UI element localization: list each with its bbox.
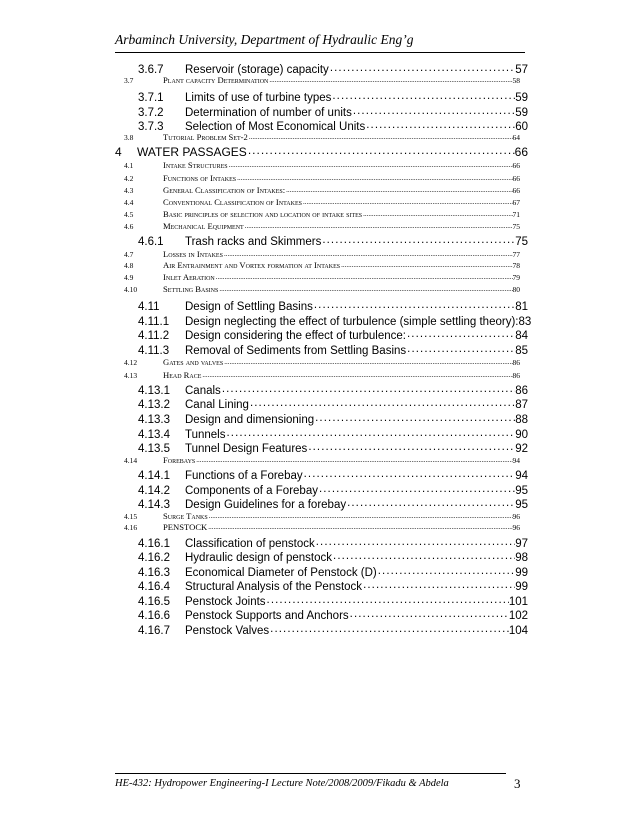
toc-leader-dots	[331, 87, 515, 101]
toc-entry-title: Tunnel Design Features	[185, 443, 308, 455]
toc-leader-dots	[285, 183, 512, 193]
toc-entry-page: 66	[514, 145, 528, 159]
toc-entry-title: Hydraulic design of penstock	[185, 552, 333, 564]
toc-entry-number: 3.8	[124, 133, 134, 142]
toc-entry-title: Air Entrainment and Vortex formation at Intakes	[163, 260, 341, 270]
toc-entry	[0, 368, 638, 380]
toc-entry	[0, 171, 638, 183]
toc-entry-number: 4.14.3	[138, 499, 170, 511]
toc-entry-page: 79	[512, 273, 520, 282]
toc-entry	[0, 183, 638, 195]
toc-entry-page: 95	[515, 499, 528, 511]
toc-entry-page: 88	[515, 414, 528, 426]
toc-entry-title: Surge Tanks	[163, 511, 208, 521]
toc-entry-number: 4.16.6	[138, 610, 170, 622]
toc-entry-title: Selection of Most Economical Units	[185, 121, 366, 133]
toc-entry-page: 94	[515, 470, 528, 482]
toc-leader-dots	[307, 438, 515, 452]
toc-entry-title: Tutorial Problem Set-2	[163, 132, 248, 142]
toc-leader-dots	[247, 142, 515, 156]
toc-entry-page: 59	[515, 92, 528, 104]
toc-leader-dots	[226, 424, 516, 438]
toc-entry	[0, 520, 638, 532]
toc-entry-title: Trash racks and Skimmers	[185, 236, 322, 248]
toc-entry-title: Classification of penstock	[185, 538, 315, 550]
toc-entry-number: 4.15	[124, 512, 138, 521]
toc-entry-title: WATER PASSAGES	[137, 145, 247, 159]
toc-entry	[0, 158, 638, 170]
toc-leader-dots	[207, 520, 512, 530]
toc-entry-number: 4.5	[124, 210, 134, 219]
toc-entry	[0, 453, 638, 465]
toc-entry-title: Economical Diameter of Penstock (D)	[185, 567, 377, 579]
toc-entry-number: 4.16.3	[138, 567, 170, 579]
toc-entry-number: 4.13.3	[138, 414, 170, 426]
toc-entry	[0, 620, 638, 637]
toc-entry-page: 96	[512, 523, 520, 532]
toc-entry-number: 4	[115, 145, 122, 159]
toc-entry-page: 57	[515, 64, 528, 76]
toc-leader-dots	[201, 368, 512, 378]
toc-entry-title: Design and dimensioning	[185, 414, 315, 426]
toc-entry	[0, 73, 638, 85]
toc-entry-page: 58	[512, 76, 520, 85]
page-number: 3	[514, 776, 521, 791]
toc-entry-title: Determination of number of units	[185, 107, 352, 119]
toc-leader-dots	[302, 195, 513, 205]
toc-entry-page: 64	[512, 133, 520, 142]
toc-entry-page: 81	[515, 301, 528, 313]
toc-leader-dots	[332, 547, 515, 561]
toc-entry-title: Penstock Supports and Anchors	[185, 610, 349, 622]
toc-entry-page: 80	[512, 285, 520, 294]
toc-entry-title: Penstock Joints	[185, 596, 266, 608]
toc-leader-dots	[266, 591, 509, 605]
toc-leader-dots	[340, 258, 512, 268]
toc-entry-number: 4.16.1	[138, 538, 170, 550]
toc-entry-title: Mechanical Equipment	[163, 221, 244, 231]
toc-entry-number: 4.4	[124, 198, 134, 207]
toc-entry-title: PENSTOCK	[163, 522, 208, 532]
toc-entry-title: Design of Settling Basins	[185, 301, 313, 313]
toc-entry-title: Design neglecting the effect of turbulence (simple settling theory):	[185, 316, 519, 328]
toc-leader-dots	[249, 394, 515, 408]
toc-leader-dots	[303, 465, 516, 479]
toc-entry-number: 3.6.7	[138, 64, 164, 76]
toc-entry-title: Functions of Intakes	[163, 173, 237, 183]
toc-entry-page: 92	[515, 443, 528, 455]
toc-leader-dots	[228, 158, 513, 168]
toc-entry-title: Basic principles of selection and location of intake sites	[163, 209, 363, 219]
toc-entry-page: 75	[515, 236, 528, 248]
toc-entry-title: Design Guidelines for a forebay	[185, 499, 347, 511]
toc-entry-page: 94	[512, 456, 520, 465]
toc-entry-page: 87	[515, 399, 528, 411]
toc-entry	[0, 231, 638, 248]
toc-entry-page: 97	[515, 538, 528, 550]
toc-entry-number: 4.10	[124, 285, 138, 294]
toc-entry-number: 4.14	[124, 456, 138, 465]
toc-leader-dots	[195, 453, 512, 463]
toc-entry-number: 3.7	[124, 76, 134, 85]
toc-entry-page: 86	[512, 358, 520, 367]
toc-leader-dots	[315, 533, 515, 547]
toc-leader-dots	[314, 409, 515, 423]
toc-entry-title: Design considering the effect of turbulence:	[185, 330, 406, 342]
toc-leader-dots	[268, 73, 512, 83]
toc-entry-number: 4.11	[138, 301, 160, 313]
toc-leader-dots	[218, 282, 512, 292]
toc-entry-number: 4.13	[124, 371, 138, 380]
toc-entry-number: 4.16.4	[138, 581, 170, 593]
toc-entry-number: 4.11.3	[138, 345, 170, 357]
toc-entry-number: 3.7.1	[138, 92, 164, 104]
toc-entry-page: 99	[515, 581, 528, 593]
toc-entry-title: Plant capacity Determination	[163, 75, 269, 85]
toc-entry-page: 85	[515, 345, 528, 357]
toc-entry	[0, 130, 638, 142]
toc-entry-title: Functions of a Forebay	[185, 470, 303, 482]
toc-leader-dots	[208, 509, 513, 519]
toc-entry-number: 4.16.7	[138, 625, 170, 637]
toc-entry-number: 4.3	[124, 186, 134, 195]
toc-entry-number: 4.16	[124, 523, 138, 532]
toc-entry-title: Removal of Sediments from Settling Basins	[185, 345, 407, 357]
header-rule	[115, 52, 525, 53]
toc-entry-page: 104	[508, 625, 528, 637]
toc-entry-number: 4.13.1	[138, 385, 170, 397]
toc-entry-page: 75	[512, 222, 520, 231]
toc-entry	[0, 270, 638, 282]
toc-entry	[0, 142, 638, 159]
toc-entry-title: Structural Analysis of the Penstock	[185, 581, 363, 593]
toc-entry-page: 84	[515, 330, 528, 342]
toc-entry-title: Limits of use of turbine types	[185, 92, 332, 104]
toc-entry-page: 66	[512, 161, 520, 170]
toc-leader-dots	[352, 102, 515, 116]
toc-entry-page: 67	[512, 198, 520, 207]
toc-leader-dots	[329, 59, 515, 73]
toc-entry-title: Penstock Valves	[185, 625, 270, 637]
toc-leader-dots	[223, 247, 513, 257]
toc-entry-number: 4.6.1	[138, 236, 164, 248]
toc-entry-page: 71	[512, 210, 520, 219]
toc-leader-dots	[377, 562, 515, 576]
toc-entry-number: 4.14.1	[138, 470, 170, 482]
toc-entry-number: 4.13.2	[138, 399, 170, 411]
toc-entry-title: Intake Structures	[163, 160, 228, 170]
toc-entry	[0, 282, 638, 294]
toc-leader-dots	[313, 296, 515, 310]
page-header: Arbaminch University, Department of Hydraulic Eng’g	[115, 32, 414, 47]
toc-entry-page: 98	[515, 552, 528, 564]
toc-entry-number: 4.16.2	[138, 552, 170, 564]
toc-entry-title: Settling Basins	[163, 284, 219, 294]
toc-entry-page: 59	[515, 107, 528, 119]
toc-entry-title: Inlet Aeration	[163, 272, 215, 282]
toc-entry-page: 86	[515, 385, 528, 397]
toc-entry-number: 4.2	[124, 174, 134, 183]
toc-entry-title: Reservoir (storage) capacity	[185, 64, 329, 76]
toc-entry	[0, 207, 638, 219]
toc-entry-number: 4.14.2	[138, 485, 170, 497]
toc-entry-number: 3.7.2	[138, 107, 164, 119]
toc-entry-number: 4.6	[124, 222, 134, 231]
toc-entry-number: 4.9	[124, 273, 134, 282]
toc-leader-dots	[362, 207, 512, 217]
toc-entry-page: 86	[512, 371, 520, 380]
toc-entry-page: 77	[512, 250, 520, 259]
toc-entry-number: 4.7	[124, 250, 134, 259]
toc-entry-page: 102	[508, 610, 528, 622]
toc-leader-dots	[346, 494, 515, 508]
toc-leader-dots	[406, 325, 515, 339]
toc-entry-title: Components of a Forebay	[185, 485, 318, 497]
toc-entry-title: General Classification of Intakes:	[163, 185, 286, 195]
toc-entry	[0, 258, 638, 270]
toc-leader-dots	[406, 340, 515, 354]
toc-leader-dots	[269, 620, 509, 634]
toc-entry-title: Canals	[185, 385, 221, 397]
toc-leader-dots	[236, 171, 512, 181]
toc-entry-number: 3.7.3	[138, 121, 164, 133]
toc-entry-page: 96	[512, 512, 520, 521]
toc-leader-dots	[215, 270, 513, 280]
toc-entry-number: 4.11.1	[138, 316, 170, 328]
footer-rule	[115, 773, 506, 774]
toc-entry-title: Forebays	[163, 455, 196, 465]
toc-entry-number: 4.13.5	[138, 443, 170, 455]
toc-entry-number: 4.13.4	[138, 429, 170, 441]
toc-leader-dots	[244, 219, 513, 229]
toc-entry-number: 4.11.2	[138, 330, 170, 342]
toc-leader-dots	[223, 355, 512, 365]
toc-entry-number: 4.8	[124, 261, 134, 270]
toc-entry-title: Head Race	[163, 370, 202, 380]
toc-entry-title: Tunnels	[185, 429, 226, 441]
toc-entry-page: 66	[512, 174, 520, 183]
toc-entry-title: Losses in Intakes	[163, 249, 223, 259]
toc-entry-page: 95	[515, 485, 528, 497]
toc-entry	[0, 195, 638, 207]
toc-entry-number: 4.12	[124, 358, 138, 367]
toc-leader-dots	[321, 231, 515, 245]
toc-entry-page: 78	[512, 261, 520, 270]
toc-leader-dots	[349, 605, 509, 619]
toc-entry-title: Canal Lining	[185, 399, 249, 411]
toc-entry-page: 66	[512, 186, 520, 195]
toc-entry-number: 4.16.5	[138, 596, 170, 608]
toc-entry-page: 101	[508, 596, 528, 608]
toc-entry-page: 60	[515, 121, 528, 133]
toc-leader-dots	[318, 480, 515, 494]
toc-entry	[0, 355, 638, 367]
toc-entry-page: 90	[515, 429, 528, 441]
toc-entry-title: Gates and valves	[163, 357, 224, 367]
toc-leader-dots	[248, 130, 513, 140]
toc-entry-page: 99	[515, 567, 528, 579]
toc-entry	[0, 219, 638, 231]
toc-leader-dots	[362, 576, 515, 590]
toc-entry-title: Conventional Classification of Intakes	[163, 197, 302, 207]
toc-leader-dots	[365, 116, 515, 130]
toc-leader-dots	[221, 380, 515, 394]
toc-entry-page: 83	[518, 316, 532, 328]
toc-entry-number: 4.1	[124, 161, 134, 170]
page-footer: HE-432: Hydropower Engineering-I Lecture Note/2008/2009/Fikadu & Abdela	[115, 778, 449, 789]
